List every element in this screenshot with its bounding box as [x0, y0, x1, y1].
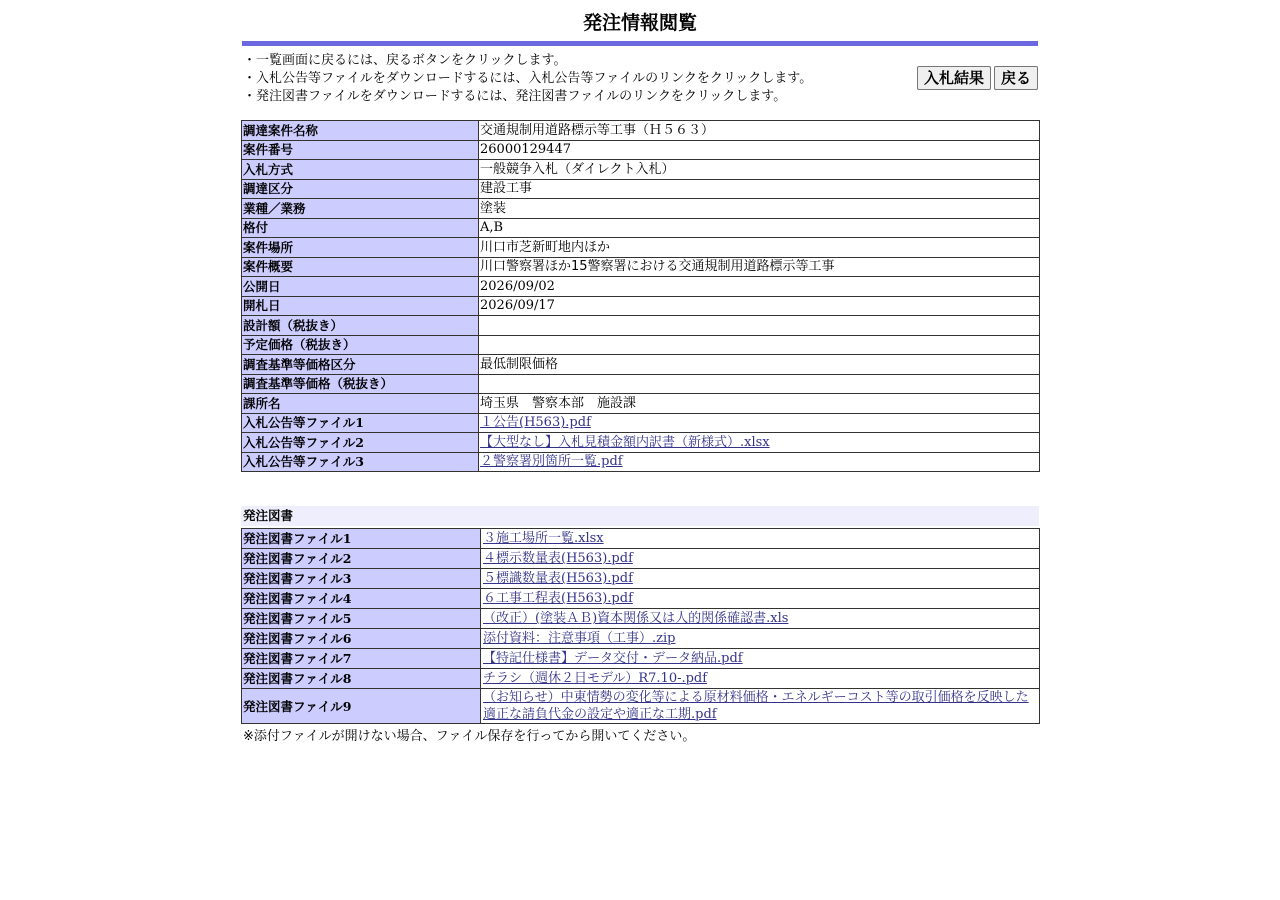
field-label: 入札方式: [242, 160, 479, 180]
drawing-file-row: [242, 589, 1040, 609]
info-row: [242, 160, 1040, 180]
field-value-cell: [479, 199, 1040, 219]
field-label: 入札公告等ファイル2: [242, 433, 479, 453]
field-label: 調達案件名称: [242, 121, 479, 141]
field-value-cell: [479, 433, 1040, 453]
file-link[interactable]: ６工事工程表(H563).pdf: [483, 591, 633, 606]
field-value-cell: [479, 335, 1040, 355]
field-label: 案件場所: [242, 238, 479, 258]
field-value: 2026/09/02: [480, 278, 555, 294]
instruction-line: ・入札公告等ファイルをダウンロードするには、入札公告等ファイルのリンクをクリックします。: [243, 71, 813, 86]
field-label: 発注図書ファイル1: [242, 529, 481, 549]
field-label: 予定価格（税抜き）: [242, 335, 479, 355]
field-label: 調査基準等価格（税抜き）: [242, 374, 479, 394]
field-value-cell: [479, 140, 1040, 160]
field-value-cell: [479, 374, 1040, 394]
drawings-table: [241, 528, 1040, 724]
file-link[interactable]: ４標示数量表(H563).pdf: [483, 551, 633, 566]
info-row: [242, 433, 1040, 453]
field-value: 最低制限価格: [480, 356, 559, 372]
field-label: 案件概要: [242, 257, 479, 277]
field-label: 業種／業務: [242, 199, 479, 219]
field-value: 建設工事: [480, 181, 533, 197]
drawings-heading: 発注図書: [241, 506, 1039, 526]
bid-results-button[interactable]: 入札結果: [917, 66, 991, 90]
field-value-cell: [479, 179, 1040, 199]
field-label: 設計額（税抜き）: [242, 316, 479, 336]
info-row: [242, 121, 1040, 141]
field-label: 課所名: [242, 394, 479, 414]
field-value: 川口市芝新町地内ほか: [480, 239, 611, 255]
file-link[interactable]: 【大型なし】入札見積金額内訳書（新様式）.xlsx: [480, 434, 770, 450]
field-label: 公開日: [242, 277, 479, 297]
instruction-area: [241, 46, 1039, 120]
info-row: [242, 413, 1040, 433]
field-value-cell: [479, 394, 1040, 414]
field-value-cell: [481, 569, 1040, 589]
file-link[interactable]: １公告(H563).pdf: [480, 415, 591, 431]
info-row: [242, 277, 1040, 297]
info-row: [242, 140, 1040, 160]
field-value-cell: [481, 669, 1040, 689]
field-label: 発注図書ファイル3: [242, 569, 481, 589]
page-container: [241, 0, 1039, 745]
drawing-file-row: [242, 649, 1040, 669]
info-row: [242, 199, 1040, 219]
field-value-cell: [479, 160, 1040, 180]
field-value: 塗装: [480, 200, 507, 216]
field-value-cell: [481, 629, 1040, 649]
file-link[interactable]: チラシ（週休２日モデル）R7.10-.pdf: [483, 671, 708, 686]
field-value-cell: [481, 609, 1040, 629]
field-label: 調達区分: [242, 179, 479, 199]
field-label: 入札公告等ファイル3: [242, 452, 479, 472]
field-label: 入札公告等ファイル1: [242, 413, 479, 433]
info-row: [242, 394, 1040, 414]
drawing-file-row: [242, 629, 1040, 649]
field-value-cell: [479, 218, 1040, 238]
drawing-file-row: [242, 569, 1040, 589]
drawing-file-row: [242, 549, 1040, 569]
page-title: 発注情報閲覧: [582, 12, 697, 34]
field-value-cell: [479, 296, 1040, 316]
file-link[interactable]: ３施工場所一覧.xlsx: [483, 531, 604, 546]
file-link[interactable]: ５標識数量表(H563).pdf: [483, 571, 633, 586]
drawing-file-row: [242, 689, 1040, 724]
info-row: [242, 296, 1040, 316]
field-label: 発注図書ファイル5: [242, 609, 481, 629]
field-value: 交通規制用道路標示等工事（Ｈ５６３）: [480, 122, 715, 138]
field-value-cell: [481, 649, 1040, 669]
field-label: 発注図書ファイル8: [242, 669, 481, 689]
field-value-cell: [479, 277, 1040, 297]
file-link[interactable]: 【特記仕様書】データ交付・データ納品.pdf: [483, 651, 743, 666]
field-label: 調査基準等価格区分: [242, 355, 479, 375]
field-label: 開札日: [242, 296, 479, 316]
file-link[interactable]: （改正）(塗装ＡＢ)資本関係又は人的関係確認書.xls: [483, 611, 789, 626]
field-value-cell: [479, 121, 1040, 141]
field-label: 発注図書ファイル6: [242, 629, 481, 649]
field-value-cell: [481, 549, 1040, 569]
field-value-cell: [479, 413, 1040, 433]
field-value-cell: [481, 529, 1040, 549]
info-row: [242, 452, 1040, 472]
action-buttons: [917, 66, 1038, 90]
field-label: 発注図書ファイル4: [242, 589, 481, 609]
drawing-file-row: [242, 529, 1040, 549]
field-label: 格付: [242, 218, 479, 238]
info-row: [242, 257, 1040, 277]
field-label: 発注図書ファイル7: [242, 649, 481, 669]
drawing-file-row: [242, 669, 1040, 689]
info-row: [242, 335, 1040, 355]
field-value: 2026/09/17: [480, 298, 555, 314]
info-row: [242, 238, 1040, 258]
field-value: 一般競争入札（ダイレクト入札）: [480, 161, 675, 177]
info-row: [242, 179, 1040, 199]
instruction-list: [243, 52, 812, 106]
field-value: A,B: [480, 220, 504, 236]
field-value-cell: [479, 316, 1040, 336]
drawing-file-row: [242, 609, 1040, 629]
field-value: 川口警察署ほか15警察署における交通規制用道路標示等工事: [480, 259, 835, 275]
field-value-cell: [479, 238, 1040, 258]
back-button[interactable]: 戻る: [994, 66, 1038, 90]
attachment-note: ※添付ファイルが開けない場合、ファイル保存を行ってから開いてください。: [243, 729, 696, 744]
field-value: 埼玉県 警察本部 施設課: [480, 395, 637, 411]
info-row: [242, 355, 1040, 375]
field-value-cell: [481, 589, 1040, 609]
field-value: 26000129447: [480, 142, 571, 158]
field-value-cell: [481, 689, 1040, 724]
field-value-cell: [479, 257, 1040, 277]
info-row: [242, 218, 1040, 238]
field-value-cell: [479, 355, 1040, 375]
file-link[interactable]: ２警察署別箇所一覧.pdf: [480, 454, 623, 470]
file-link[interactable]: （お知らせ）中東情勢の変化等による原材料価格・エネルギーコスト等の取引価格を反映した適正な請負代金の設定や適正な工期.pdf: [483, 690, 1029, 722]
field-label: 発注図書ファイル9: [242, 689, 481, 724]
field-value-cell: [479, 452, 1040, 472]
instruction-line: ・一覧画面に戻るには、戻るボタンをクリックします。: [243, 53, 567, 68]
order-info-table: [241, 120, 1040, 472]
instruction-line: ・発注図書ファイルをダウンロードするには、発注図書ファイルのリンクをクリックします。: [243, 89, 787, 104]
info-row: [242, 316, 1040, 336]
field-label: 発注図書ファイル2: [242, 549, 481, 569]
file-link[interactable]: 添付資料：注意事項（工事）.zip: [483, 631, 676, 646]
info-row: [242, 374, 1040, 394]
field-label: 案件番号: [242, 140, 479, 160]
